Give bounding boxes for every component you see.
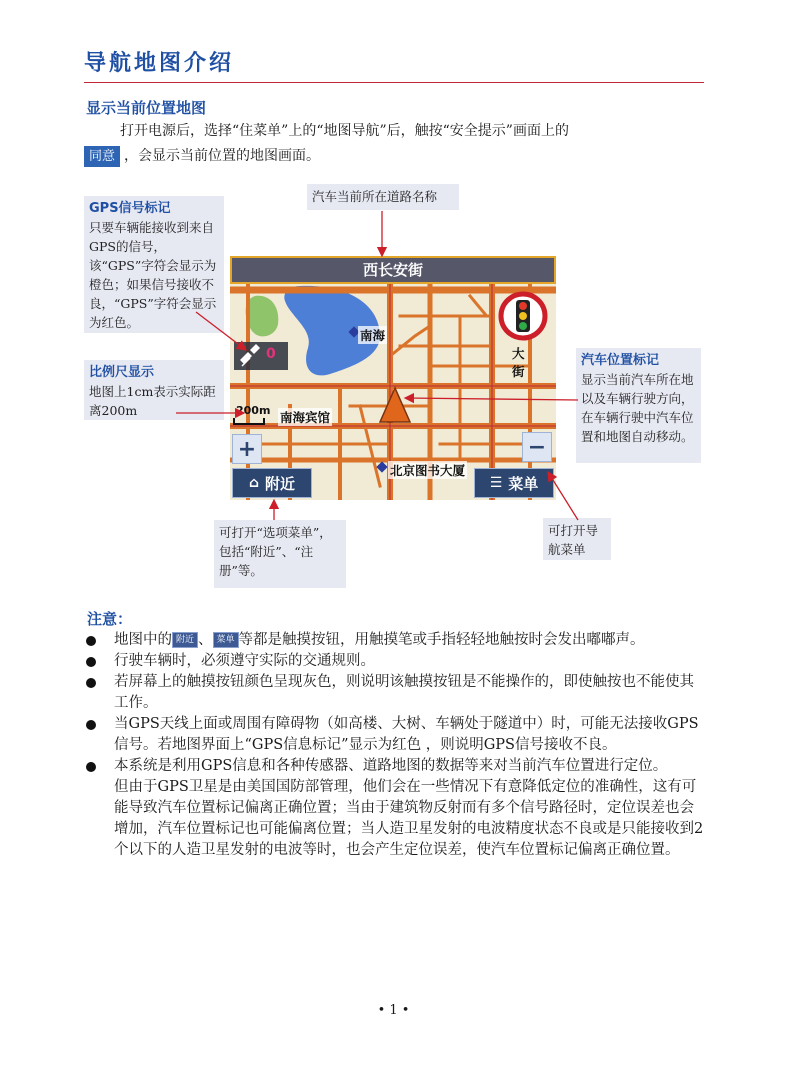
road-name-bar: 西长安街 [230, 256, 556, 284]
map-label-street-2: 街 [512, 364, 525, 379]
section-title: 显示当前位置地图 [86, 99, 207, 117]
note-3-text: 若屏幕上的触摸按钮颜色呈现灰色，则说明该触摸按钮是不能操作的，即使触按也不能使其工作。 [114, 674, 694, 711]
notes-list [84, 630, 704, 861]
scale-label: 200m [236, 404, 271, 417]
callout-car-title: 汽车位置标记 [581, 353, 660, 368]
intro-line-2-text: ，会显示当前位置的地图画面。 [124, 148, 321, 164]
map-label-library: 北京图书大厦 [390, 463, 466, 478]
note-1-a: 地图中的 [114, 632, 172, 648]
callout-scale-title: 比例尺显示 [89, 365, 155, 380]
note-4-text: 当GPS天线上面或周围有障碍物（如高楼、大树、车辆处于隧道中）时，可能无法接收GPS信号。若地图界面上“GPS信息标记”显示为红色 ，则说明GPS信号接收不良。 [114, 716, 699, 753]
note-1-sep: 、 [198, 632, 213, 648]
note-1 [84, 630, 704, 651]
callout-car-text: 显示当前汽车所在地以及车辆行驶方向，在车辆行驶中汽车位置和地图自动移动。 [581, 372, 694, 444]
gps-count: 0 [266, 346, 276, 362]
bank-icon: ⌂ [248, 475, 259, 491]
notes-title: 注意： [87, 610, 133, 628]
bullet [86, 720, 96, 730]
nearby-button-label: 附近 [265, 474, 296, 493]
menu-chip: 菜单 [213, 632, 239, 648]
bullet [86, 762, 96, 772]
note-5-a: 本系统是利用GPS信息和各种传感器、道路地图的数据等来对当前汽车位置进行定位。 [114, 758, 668, 774]
note-4 [84, 714, 704, 756]
agree-button: 同意 [84, 146, 120, 167]
nearby-chip: 附近 [172, 632, 198, 648]
note-2-text: 行驶车辆时，必须遵守实际的交通规则。 [114, 653, 375, 669]
map-label-nanhai: 南海 [360, 328, 386, 343]
note-2 [84, 651, 704, 672]
list-icon: ☰ [489, 475, 503, 491]
zoom-in-button[interactable]: + [232, 434, 262, 464]
map-label-hotel: 南海宾馆 [280, 410, 331, 425]
note-1-b: 等都是触摸按钮，用触摸笔或手指轻轻地触按时会发出嘟嘟声。 [238, 632, 645, 648]
menu-button-label: 菜单 [508, 474, 539, 493]
callout-menu-text: 可打开导航菜单 [548, 523, 599, 557]
callout-road-name-text: 汽车当前所在道路名称 [312, 189, 438, 204]
map-label-street-1: 大 [512, 346, 525, 361]
intro-line-1: 打开电源后，选择“住菜单”上的“地图导航”后，触按“安全提示”画面上的 [120, 123, 569, 139]
bullet [86, 678, 96, 688]
page-number: • 1 • [377, 1003, 410, 1018]
page-title: 导航地图介绍 [84, 51, 235, 76]
callout-nearby-text: 可打开“选项菜单”，包括“附近”、“注册”等。 [219, 525, 332, 578]
note-3 [84, 672, 704, 714]
callout-scale-text: 地图上1cm表示实际距离200m [89, 384, 216, 418]
note-5-b: 但由于GPS卫星是由美国国防部管理，他们会在一些情况下有意降低定位的准确性，这有可能导致汽车位置标记偏离正确位置；当由于建筑物反射而有多个信号路径时，定位误差也会增加，汽车位置标记也可能偏离位置；当人造卫星发射的电波精度状态不良或是只能接收到2个以下的人造卫星发射的电波等时，也会产生定位误差，使汽车位置标记偏离正确位置。 [114, 779, 704, 858]
callout-gps-title: GPS信号标记 [89, 201, 171, 216]
bullet [86, 636, 96, 646]
bullet [86, 657, 96, 667]
callout-gps-text: 只要车辆能接收到来自GPS的信号，该“GPS”字符会显示为橙色；如果信号接收不良，“GPS”字符会显示为红色。 [89, 220, 217, 330]
zoom-out-button[interactable]: − [522, 432, 552, 462]
note-5 [84, 756, 704, 861]
